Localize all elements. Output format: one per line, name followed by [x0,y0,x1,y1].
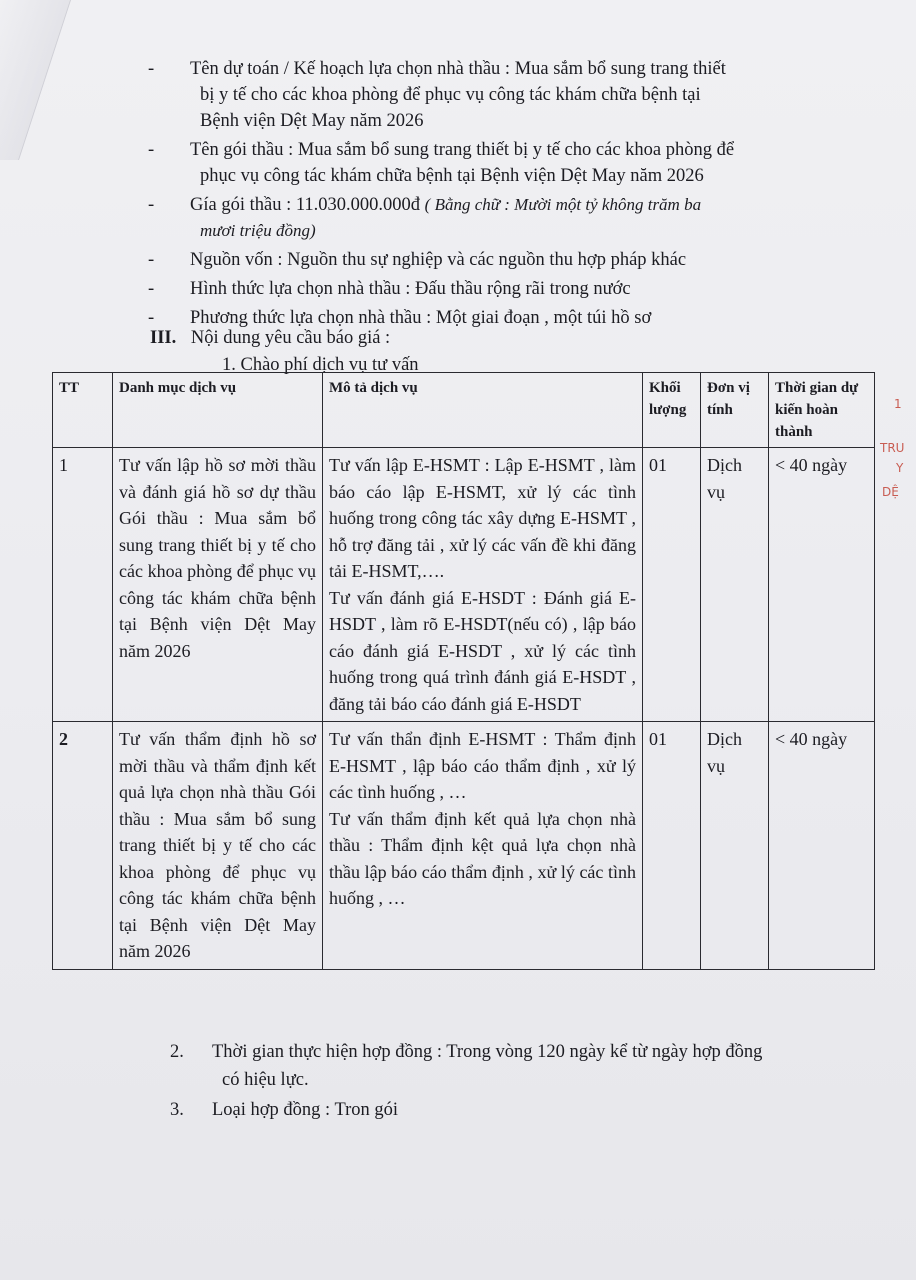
contract-duration [170,1038,762,1094]
bullet-text-line: Gía gói thầu : 11.030.000.000đ [190,195,421,215]
stamp-text: TRU [880,441,905,455]
section-number: III. [150,328,177,348]
section-title: Nội dung yêu cầu báo giá : [190,328,391,348]
bullet-text-line: Tên dự toán / Kế hoạch lựa chọn nhà thầu : Mua sắm bổ sung trang thiết [190,59,726,79]
description-part: Tư vấn lập E-HSMT : Lập E-HSMT , làm báo cáo lập E-HSMT, xử lý các tình huống trong công tác xây dựng E-HSMT , hỗ trợ đăng tải , xử lý các vấn đề khi đăng tải E-HSMT,…. [329,455,636,581]
cell-unit: Dịch vụ [701,722,769,970]
header-unit: Đơn vị tính [701,373,769,448]
cell-tt: 2 [53,722,113,970]
section-heading [150,328,390,349]
table-row [53,722,875,970]
table-header-row [53,373,875,448]
bullet-selection-form [148,276,828,302]
header-category: Danh mục dịch vụ [113,373,323,448]
cell-category: Tư vấn lập hồ sơ mời thầu và đánh giá hồ sơ dự thầu Gói thầu : Mua sắm bổ sung trang thiết bị y tế cho các khoa phòng để phục vụ công tác khám chữa bệnh tại Bệnh viện Dệt May năm 2026 [113,448,323,722]
stamp-text: DỆ [882,485,899,499]
item-number: 2. [170,1042,184,1062]
stamp-text: Y [896,461,904,475]
price-in-words: ( Bằng chữ : Mười một tỷ không trăm ba [424,195,702,214]
bullet-dash: - [148,250,155,270]
contract-type [170,1096,398,1124]
description-part: Tư vấn đánh giá E-HSDT : Đánh giá E-HSDT , làm rõ E-HSDT(nếu có) , lập báo cáo đánh giá E-HSDT , xử lý các tình huống trong quá trình đánh giá E-HSDT , đăng tải báo cáo đánh giá E-HSDT [329,587,636,714]
bullet-package-name [148,137,828,189]
item-text: Loại hợp đồng : Tron gói [212,1100,399,1120]
bullet-project-name [148,56,828,134]
bullet-text-line: Phương thức lựa chọn nhà thầu : Một giai đoạn , một túi hồ sơ [190,308,652,328]
bullet-list [148,56,828,334]
table-row [53,448,875,722]
service-table [52,372,875,970]
subsection-title: 1. Chào phí dịch vụ tư vấn [222,355,419,375]
item-text-cont: có hiệu lực. [222,1070,309,1090]
cell-tt: 1 [53,448,113,722]
cell-time: < 40 ngày [769,448,875,722]
header-time: Thời gian dự kiến hoàn thành [769,373,875,448]
header-description: Mô tả dịch vụ [323,373,643,448]
bullet-text-line: Hình thức lựa chọn nhà thầu : Đấu thầu rộng rãi trong nước [190,279,631,299]
cell-quantity: 01 [643,448,701,722]
bullet-text-line: Nguồn vốn : Nguồn thu sự nghiệp và các nguồn thu hợp pháp khác [190,250,687,270]
item-text: Thời gian thực hiện hợp đồng : Trong vòng 120 ngày kể từ ngày hợp đồng [212,1042,763,1062]
red-stamp-fragment [880,395,910,545]
bullet-funding-source [148,247,828,273]
page-fold-shadow [0,0,71,160]
header-quantity: Khối lượng [643,373,701,448]
cell-category: Tư vấn thẩm định hồ sơ mời thầu và thẩm định kết quả lựa chọn nhà thầu Gói thầu : Mua sắm bổ sung trang thiết bị y tế cho các khoa phòng để phục vụ công tác khám chữa bệnh tại Bệnh viện Dệt May năm 2026 [113,722,323,970]
bullet-text-line: Tên gói thầu : Mua sắm bổ sung trang thiết bị y tế cho các khoa phòng để [190,140,735,160]
price-in-words-cont: mươi triệu đồng) [200,221,316,240]
cell-description [323,448,643,722]
bullet-dash: - [148,140,155,160]
bullet-dash: - [148,308,155,328]
header-tt: TT [53,373,113,448]
cell-description [323,722,643,970]
bullet-dash: - [148,279,155,299]
bullet-package-price [148,192,828,244]
description-part: Tư vấn thẩm định kết quả lựa chọn nhà thầu : Thẩm định kệt quả lựa chọn nhà thầu lập báo cáo thẩm định , xử lý các tình huống , … [329,808,636,908]
item-number: 3. [170,1100,184,1120]
stamp-text: 1 [894,397,902,411]
cell-quantity: 01 [643,722,701,970]
description-part: Tư vấn thẩn định E-HSMT : Thẩm định E-HSMT , lập báo cáo thẩm định , xử lý các tình huống , … [329,729,636,802]
cell-unit: Dịch vụ [701,448,769,722]
bullet-text-line: phục vụ công tác khám chữa bệnh tại Bệnh viện Dệt May năm 2026 [200,166,704,186]
bullet-text-line: Bệnh viện Dệt May năm 2026 [200,111,424,131]
bullet-dash: - [148,195,155,215]
bullet-dash: - [148,59,155,79]
bullet-text-line: bị y tế cho các khoa phòng để phục vụ công tác khám chữa bệnh tại [200,85,701,105]
cell-time: < 40 ngày [769,722,875,970]
